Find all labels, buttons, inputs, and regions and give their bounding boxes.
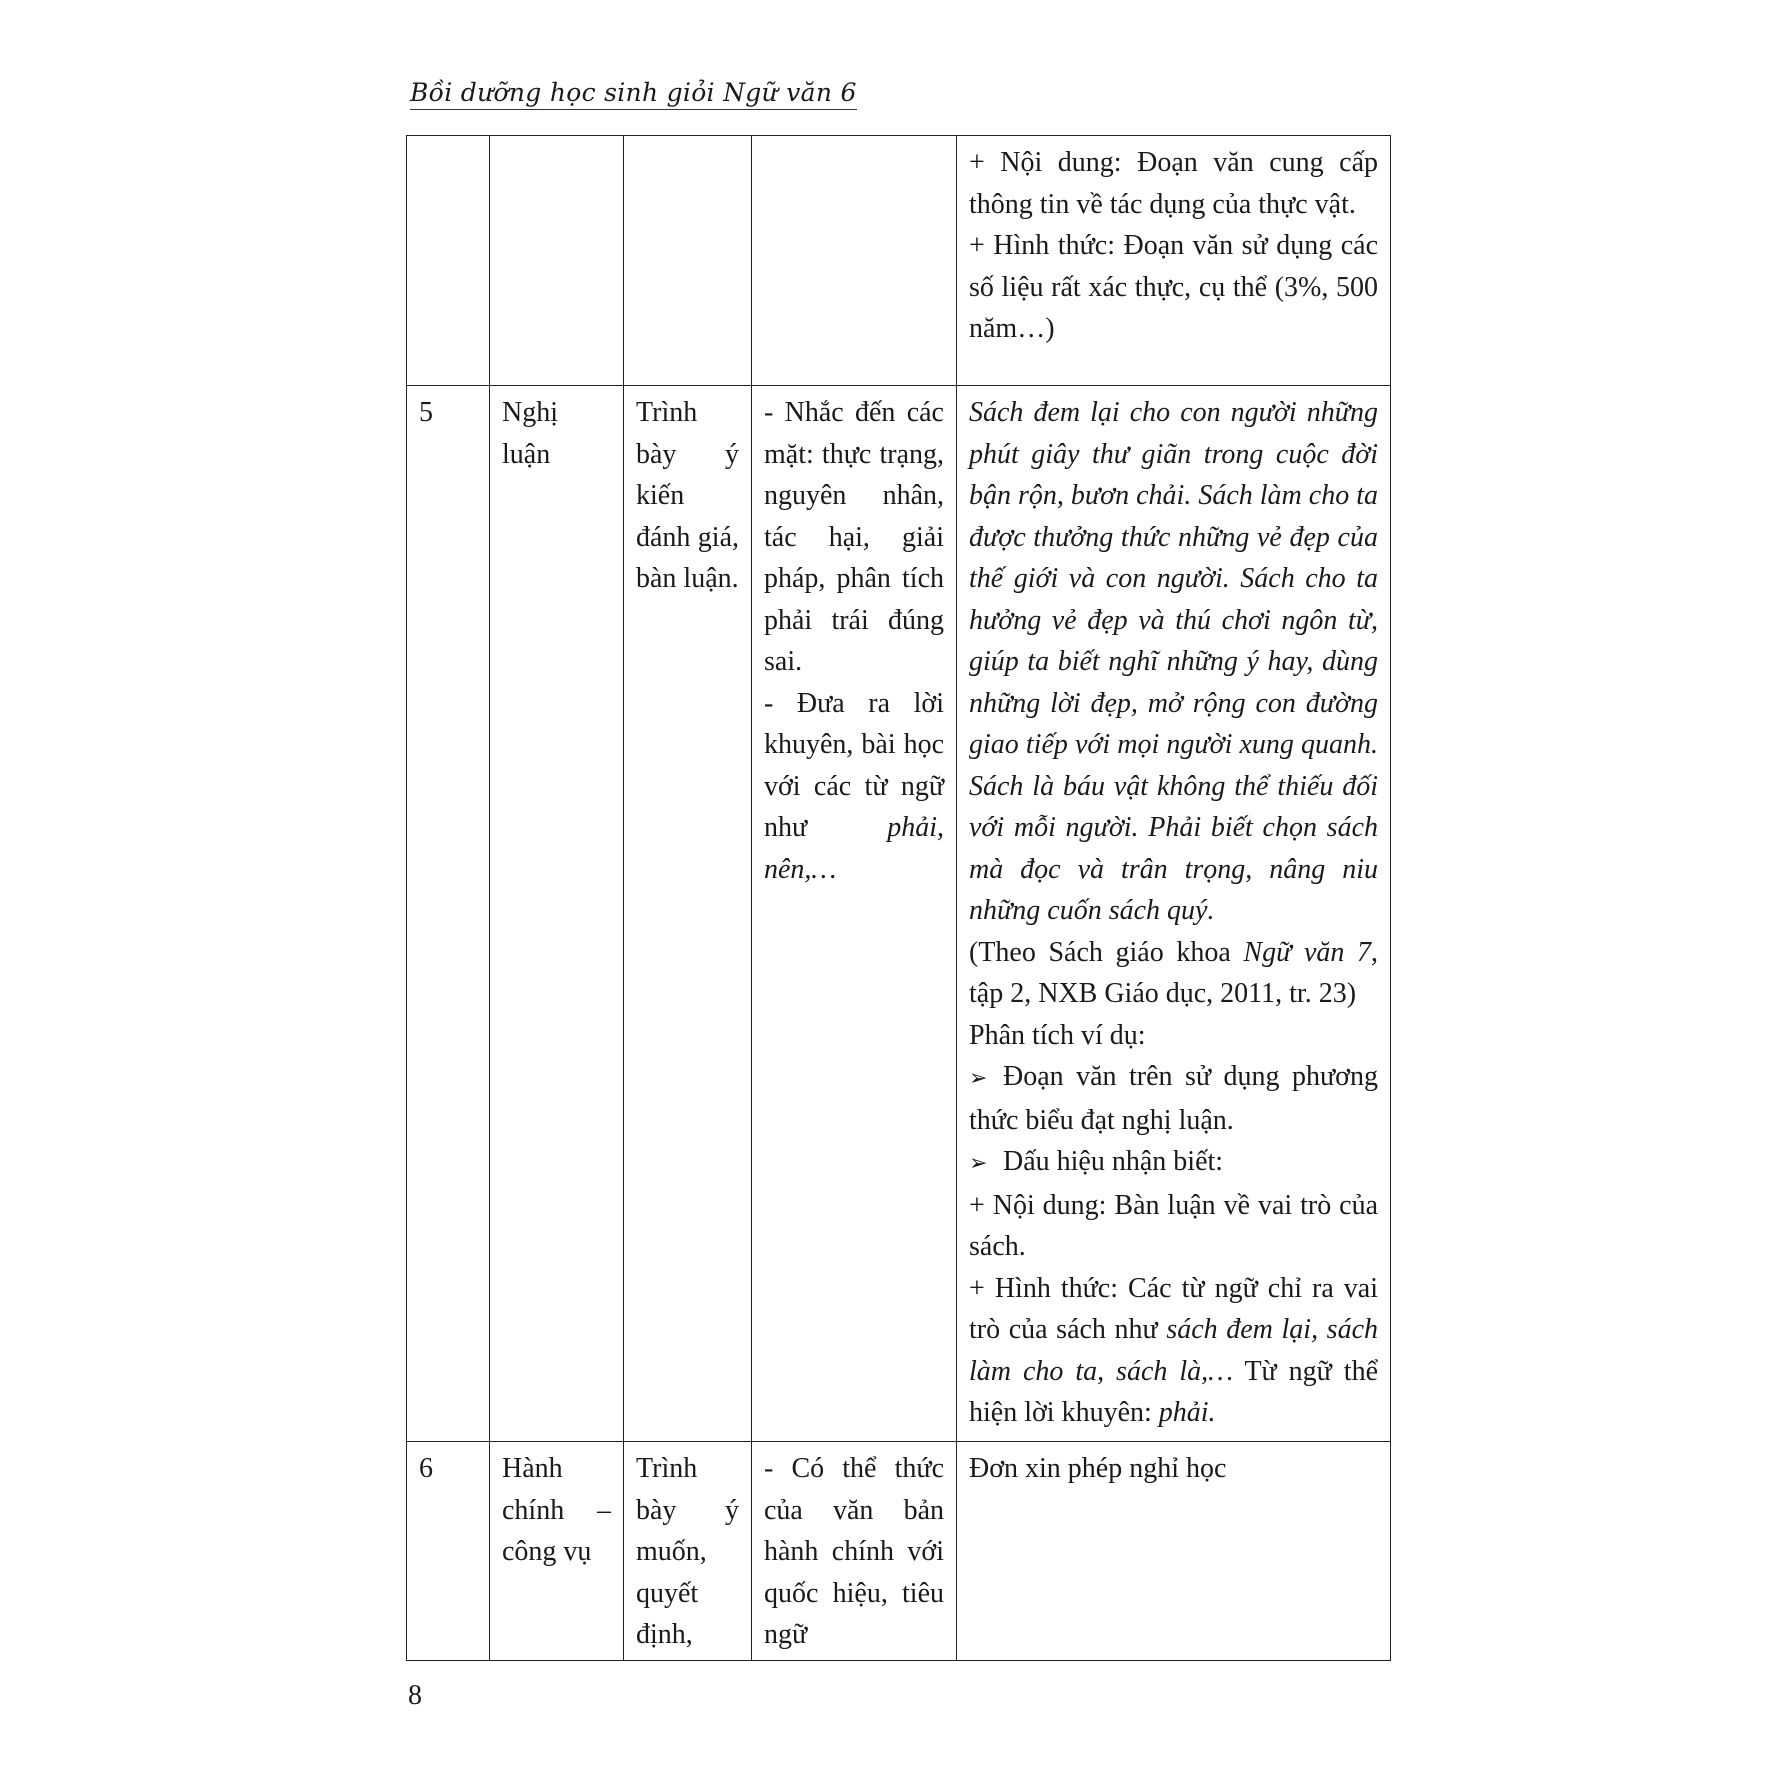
analysis-text: + Hình thức: Các từ ngữ chỉ ra vai trò của sách như bbox=[969, 1272, 1378, 1345]
cell-type: Nghị luận bbox=[490, 386, 624, 1442]
page-number: 8 bbox=[408, 1680, 422, 1711]
analysis-heading: Phân tích ví dụ: bbox=[969, 1019, 1146, 1051]
example-paragraph: Đơn xin phép nghỉ học bbox=[969, 1453, 1227, 1484]
cell-number: 5 bbox=[407, 386, 490, 1442]
signs-paragraph bbox=[764, 683, 944, 891]
arrow-bullet-icon: ➢ bbox=[969, 1066, 988, 1091]
example-source bbox=[969, 932, 1378, 1015]
analysis-paragraph: + Nội dung: Bàn luận về vai trò của sách. bbox=[969, 1189, 1378, 1262]
cell-purpose: Trình bày ý muốn, quyết định, bbox=[624, 1442, 752, 1661]
example-paragraph: + Nội dung: Đoạn văn cung cấp thông tin về tác dụng của thực vật. bbox=[969, 147, 1378, 220]
signs-keywords: phải, nên,… bbox=[764, 812, 944, 885]
cell-purpose bbox=[624, 136, 752, 386]
cell-type: Hành chính – công vụ bbox=[490, 1442, 624, 1661]
table-row bbox=[407, 386, 1391, 1442]
source-text: (Theo Sách giáo khoa bbox=[969, 936, 1244, 968]
cell-signs bbox=[752, 1442, 957, 1661]
signs-text: - Đưa ra lời khuyên, bài học với các từ ngữ như bbox=[764, 687, 944, 843]
analysis-keywords: sách đem lại, sách làm cho ta, sách là,… bbox=[969, 1314, 1379, 1387]
analysis-keywords: phải. bbox=[1158, 1397, 1216, 1428]
analysis-text: Dấu hiệu nhận biết: bbox=[1003, 1146, 1224, 1177]
cell-number bbox=[407, 136, 490, 386]
example-quote: Sách đem lại cho con người những phút giây thư giãn trong cuộc đời bận rộn, bươn chải. Sách làm cho ta được thưởng thức những vẻ đẹp của thế giới và con người. Sách cho ta hưởng vẻ đẹp và thú chơi ngôn từ, giúp ta biết nghĩ những ý hay, dùng những lời đẹp, mở rộng con đường giao tiếp với mọi người xung quanh. Sách là báu vật không thể thiếu đối với mỗi người. Phải biết chọn sách mà đọc và trân trọng, nâng niu những cuốn sách quý. bbox=[969, 397, 1378, 926]
cell-purpose: Trình bày ý kiến đánh giá, bàn luận. bbox=[624, 386, 752, 1442]
table-row bbox=[407, 136, 1391, 386]
cell-type bbox=[490, 136, 624, 386]
analysis-paragraph bbox=[969, 1268, 1378, 1434]
cell-example bbox=[957, 136, 1391, 386]
analysis-text: Đoạn văn trên sử dụng phương thức biểu đạt nghị luận. bbox=[969, 1061, 1378, 1136]
cell-signs bbox=[752, 386, 957, 1442]
example-paragraph: + Hình thức: Đoạn văn sử dụng các số liệu rất xác thực, cụ thể (3%, 500 năm…) bbox=[969, 230, 1378, 344]
cell-number: 6 bbox=[407, 1442, 490, 1661]
running-header: Bồi dưỡng học sinh giỏi Ngữ văn 6 bbox=[410, 78, 857, 110]
cell-example bbox=[957, 386, 1391, 1442]
source-book-title: Ngữ văn 7 bbox=[1243, 936, 1371, 968]
cell-example bbox=[957, 1442, 1391, 1661]
source-details: , tập 2, NXB Giáo dục, 2011, tr. 23) bbox=[969, 936, 1378, 1009]
analysis-text: Từ ngữ thể hiện lời khuyên: bbox=[969, 1355, 1378, 1428]
cell-signs bbox=[752, 136, 957, 386]
analysis-point bbox=[969, 1141, 1378, 1185]
text-types-table bbox=[406, 135, 1391, 1661]
analysis-point bbox=[969, 1056, 1378, 1141]
table-row bbox=[407, 1442, 1391, 1661]
signs-paragraph: - Nhắc đến các mặt: thực trạng, nguyên nhân, tác hại, giải pháp, phân tích phải trái đúng sai. bbox=[764, 397, 944, 677]
signs-paragraph: - Có thể thức của văn bản hành chính với quốc hiệu, tiêu ngữ bbox=[764, 1453, 944, 1650]
arrow-bullet-icon: ➢ bbox=[969, 1151, 988, 1176]
